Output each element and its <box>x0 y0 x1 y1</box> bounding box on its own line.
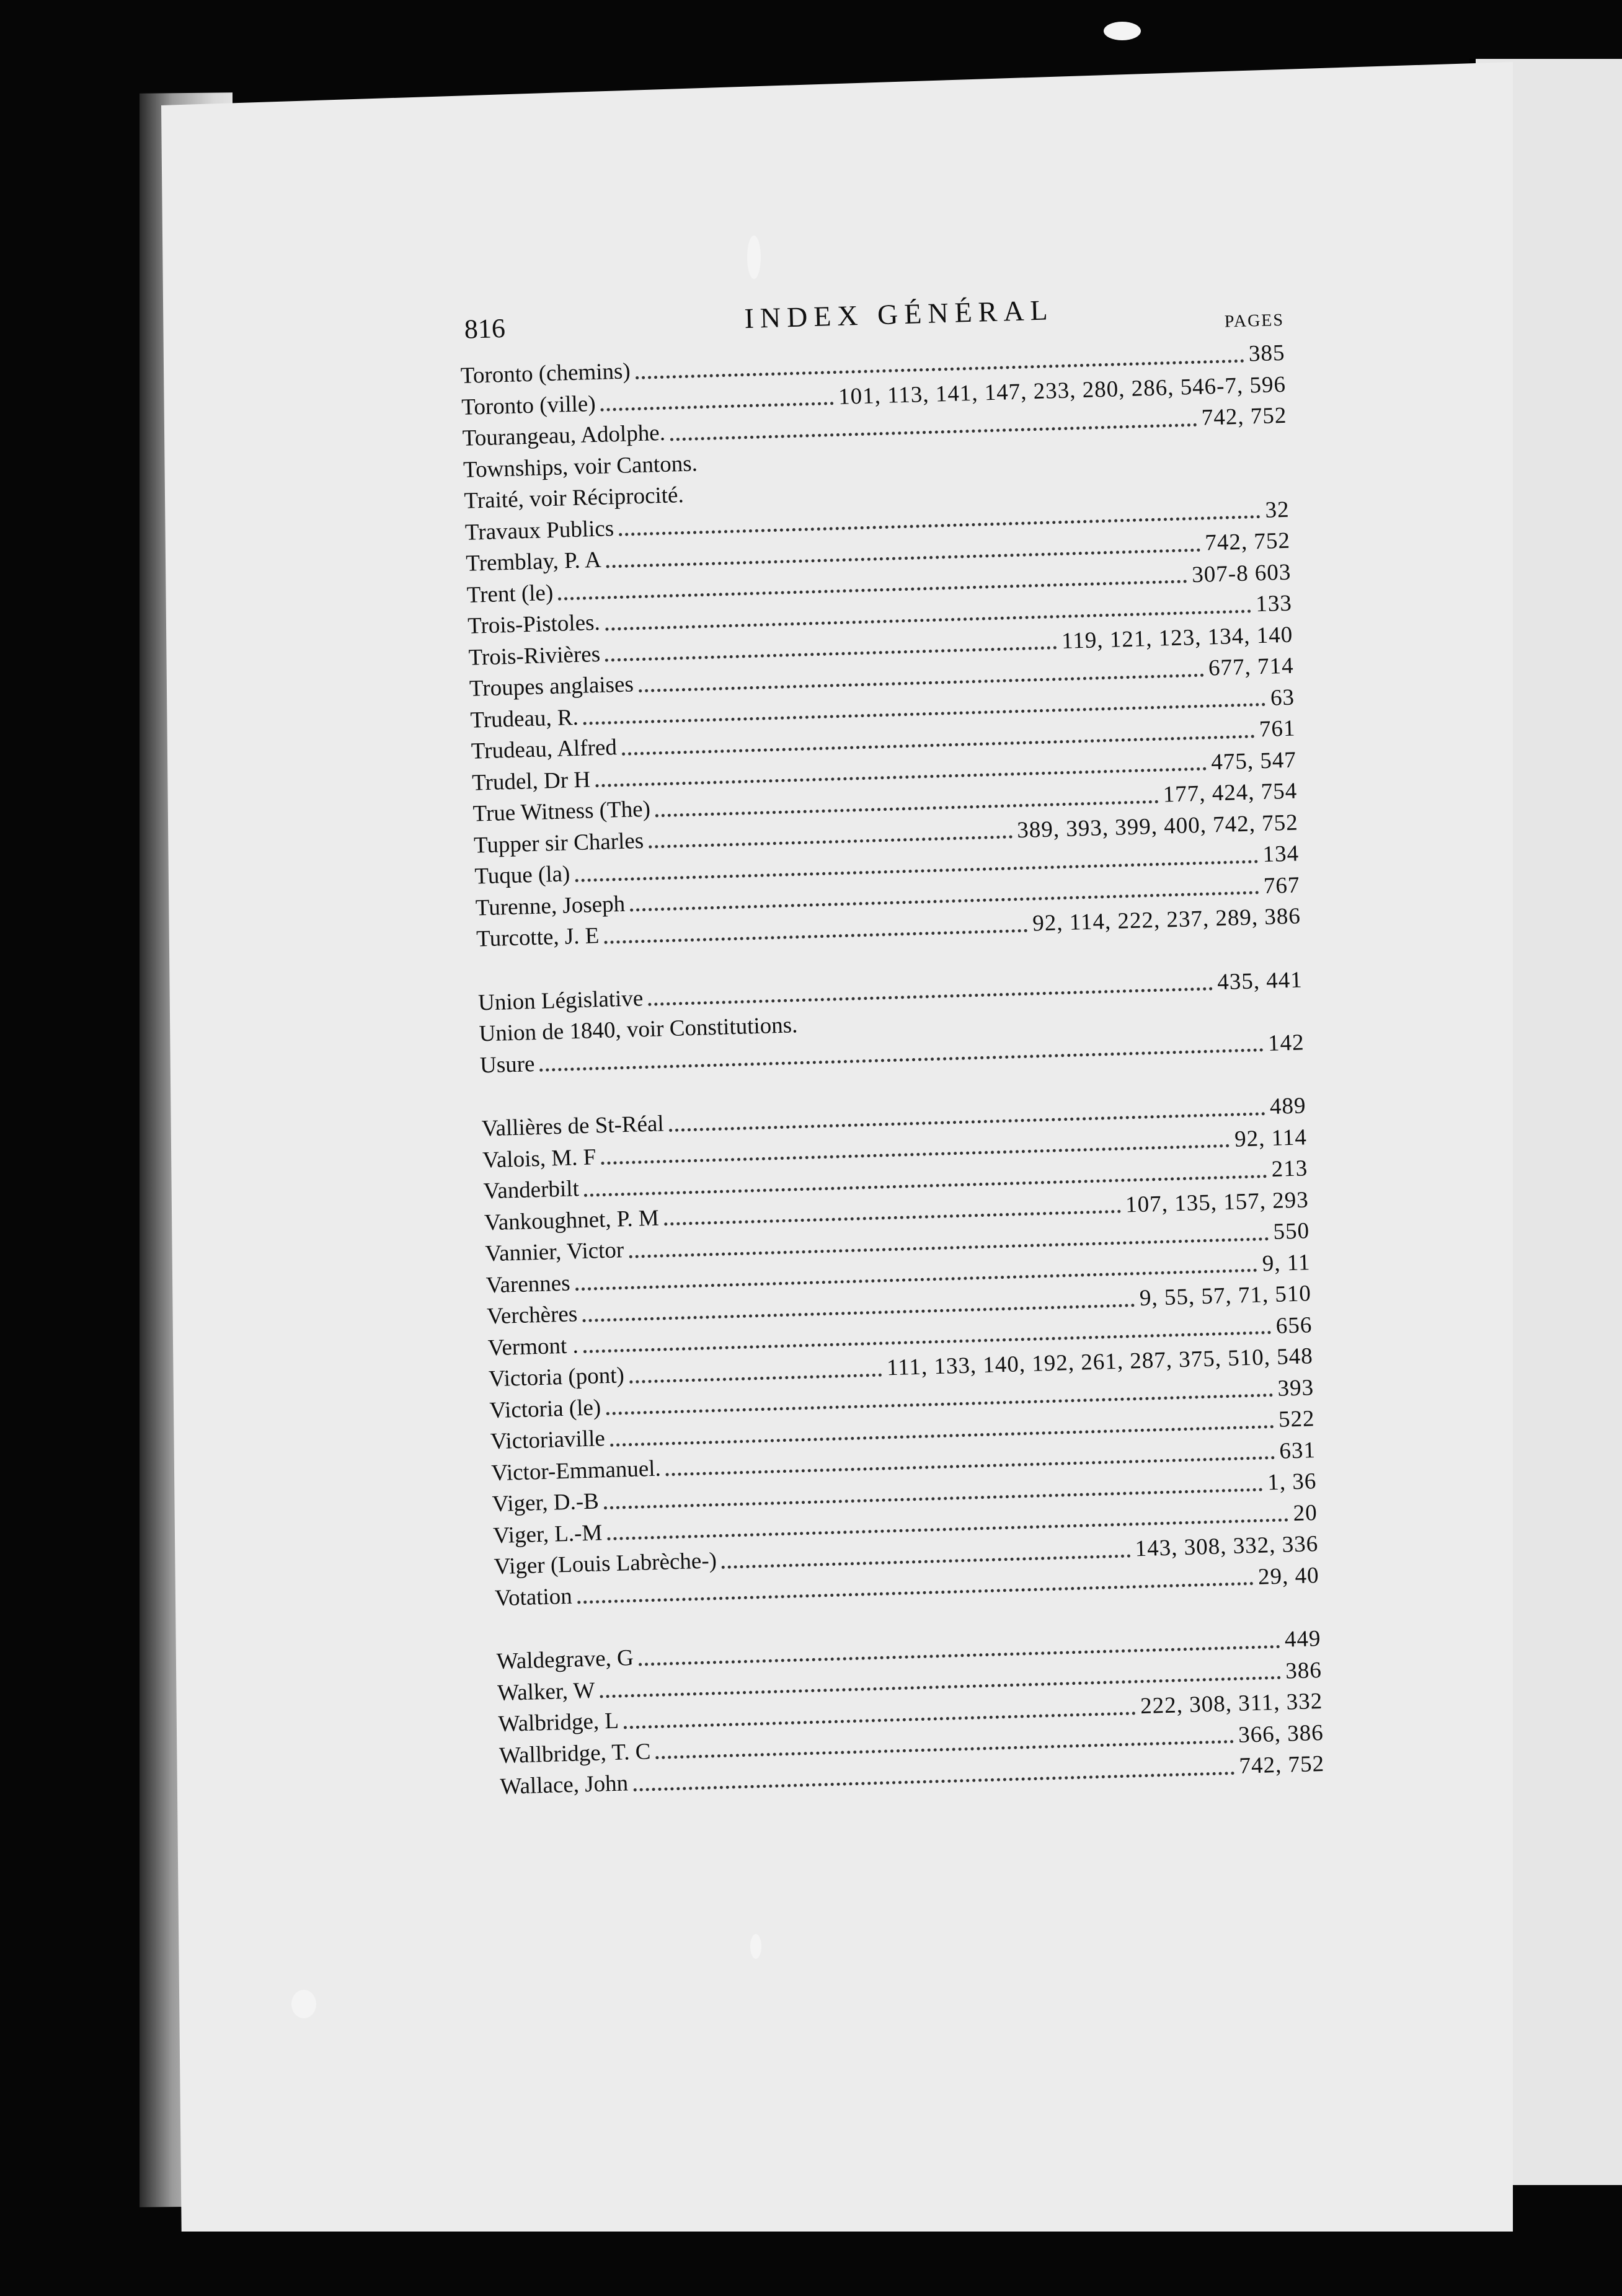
entry-name: Tuque (la) <box>474 861 570 890</box>
entry-name: Vermont . <box>487 1332 579 1361</box>
leader-dots <box>605 645 1057 662</box>
entry-pages: 63 <box>1270 684 1295 711</box>
entry-name: Trudeau, R. <box>469 704 579 733</box>
entry-name: Walbridge, L <box>498 1708 619 1737</box>
entry-name: Turcotte, J. E <box>476 923 600 952</box>
entry-pages: 134 <box>1262 841 1300 868</box>
entry-pages: 213 <box>1271 1155 1308 1182</box>
entry-name: Verchères <box>486 1301 578 1330</box>
entry-pages: 133 <box>1255 590 1293 617</box>
entry-pages: 142 <box>1267 1029 1305 1056</box>
entry-pages: 475, 547 <box>1210 747 1297 775</box>
entry-pages: 385 <box>1248 340 1286 367</box>
entry-name: Trudeau, Alfred <box>471 735 618 764</box>
entry-name: Waldegrave, G <box>496 1645 634 1675</box>
entry-pages: 386 <box>1285 1657 1323 1684</box>
entry-pages: 767 <box>1263 872 1300 899</box>
entry-pages: 101, 113, 141, 147, 233, 280, 286, 546-7, 596 <box>838 371 1287 410</box>
entry-name: Vanderbilt <box>483 1176 580 1204</box>
entry-name: Victoria (pont) <box>488 1362 625 1392</box>
scan-speck <box>291 1990 316 2018</box>
leader-dots <box>601 400 834 411</box>
entry-name: Traité, voir Réciprocité. <box>464 482 685 514</box>
entry-pages: 449 <box>1284 1626 1321 1653</box>
entry-name: Victor-Emmanuel. <box>490 1455 662 1486</box>
entry-pages: 742, 752 <box>1201 402 1287 431</box>
entry-name: Victoriaville <box>490 1426 606 1455</box>
leader-dots <box>664 1209 1121 1226</box>
entry-pages: 1, 36 <box>1267 1468 1317 1496</box>
entry-name: Viger (Louis Labrèche-) <box>494 1548 717 1580</box>
entry-name: Union de 1840, voir Constitutions. <box>479 1012 798 1047</box>
entry-name: Trudel, Dr H <box>471 766 591 796</box>
index-folio <box>459 287 1326 1840</box>
entry-pages: 92, 114, 222, 237, 289, 386 <box>1032 903 1301 937</box>
entry-pages: 389, 393, 399, 400, 742, 752 <box>1016 810 1299 843</box>
leader-dots <box>629 1372 882 1383</box>
entry-pages: 550 <box>1272 1218 1310 1245</box>
entry-name: Wallbridge, T. C <box>499 1738 651 1768</box>
entry-name: Victoria (le) <box>489 1394 601 1423</box>
entry-pages: 177, 424, 754 <box>1163 778 1298 808</box>
entry-pages: 489 <box>1269 1093 1306 1119</box>
entry-name: Votation <box>494 1583 573 1611</box>
entry-name: Viger, D.-B <box>492 1488 600 1517</box>
running-title: INDEX GÉNÉRAL <box>743 294 1055 335</box>
entry-pages: 92, 114 <box>1234 1124 1308 1152</box>
entry-pages: 522 <box>1278 1406 1316 1433</box>
entry-name: Wallace, John <box>499 1770 629 1800</box>
leader-dots <box>604 928 1027 944</box>
pages-column-heading: PAGES <box>1224 310 1285 332</box>
entry-pages: 9, 11 <box>1262 1249 1311 1276</box>
entry-pages: 9, 55, 57, 71, 510 <box>1139 1281 1312 1311</box>
entry-name: Valois, M. F <box>482 1144 596 1173</box>
entry-name: Union Législative <box>477 985 644 1016</box>
entry-name: Troupes anglaises <box>469 671 634 702</box>
entry-name: Tupper sir Charles <box>473 828 644 859</box>
entry-name: Trent (le) <box>466 580 554 608</box>
entry-pages: 631 <box>1279 1437 1316 1464</box>
entry-pages: 742, 752 <box>1239 1751 1325 1779</box>
entry-name: Walker, W <box>497 1677 596 1706</box>
leader-dots <box>633 1770 1234 1791</box>
entry-pages: 143, 308, 332, 336 <box>1135 1531 1319 1562</box>
entry-name: Travaux Publics <box>464 515 614 545</box>
entry-pages: 111, 133, 140, 192, 261, 287, 375, 510, 548 <box>886 1343 1314 1381</box>
index-entries <box>460 340 1324 1805</box>
entry-name: Vannier, Victor <box>484 1237 624 1267</box>
entry-pages: 20 <box>1293 1499 1318 1526</box>
entry-name: Varennes <box>485 1270 571 1298</box>
entry-pages: 656 <box>1275 1312 1313 1339</box>
entry-pages: 742, 752 <box>1204 528 1291 556</box>
entry-name: Vankoughnet, P. M <box>484 1205 660 1235</box>
entry-name: Trois-Pistoles. <box>467 609 601 639</box>
entry-name: Viger, L.-M <box>492 1519 603 1548</box>
entry-pages: 435, 441 <box>1216 966 1303 995</box>
entry-name: Tremblay, P. A <box>465 547 602 576</box>
entry-pages: 677, 714 <box>1208 653 1295 681</box>
scan-speck <box>1104 22 1141 40</box>
entry-name: Vallières de St-Réal <box>481 1111 665 1142</box>
entry-name: Turenne, Joseph <box>475 891 626 921</box>
scan-speck <box>747 236 761 279</box>
entry-name: Toronto (ville) <box>461 391 596 420</box>
entry-pages: 366, 386 <box>1238 1720 1324 1748</box>
entry-name: Tourangeau, Adolphe. <box>462 420 666 451</box>
entry-name: Usure <box>479 1051 535 1079</box>
entry-name: Toronto (chemins) <box>460 358 631 389</box>
leader-dots <box>649 834 1012 849</box>
entry-pages: 32 <box>1264 497 1290 523</box>
entry-pages: 222, 308, 311, 332 <box>1140 1688 1323 1720</box>
entry-pages: 393 <box>1277 1374 1314 1402</box>
entry-pages: 29, 40 <box>1257 1562 1320 1590</box>
entry-name: Trois-Rivières <box>468 641 601 671</box>
page-number: 816 <box>464 312 506 345</box>
entry-name: Townships, voir Cantons. <box>463 450 698 483</box>
entry-pages: 307-8 603 <box>1191 559 1292 588</box>
entry-pages: 119, 121, 123, 134, 140 <box>1061 622 1293 654</box>
entry-pages: 761 <box>1259 715 1296 743</box>
leader-dots <box>722 1553 1130 1568</box>
entry-name: True Witness (The) <box>472 796 651 827</box>
entry-pages: 107, 135, 157, 293 <box>1125 1186 1310 1218</box>
scan-speck <box>750 1934 761 1959</box>
